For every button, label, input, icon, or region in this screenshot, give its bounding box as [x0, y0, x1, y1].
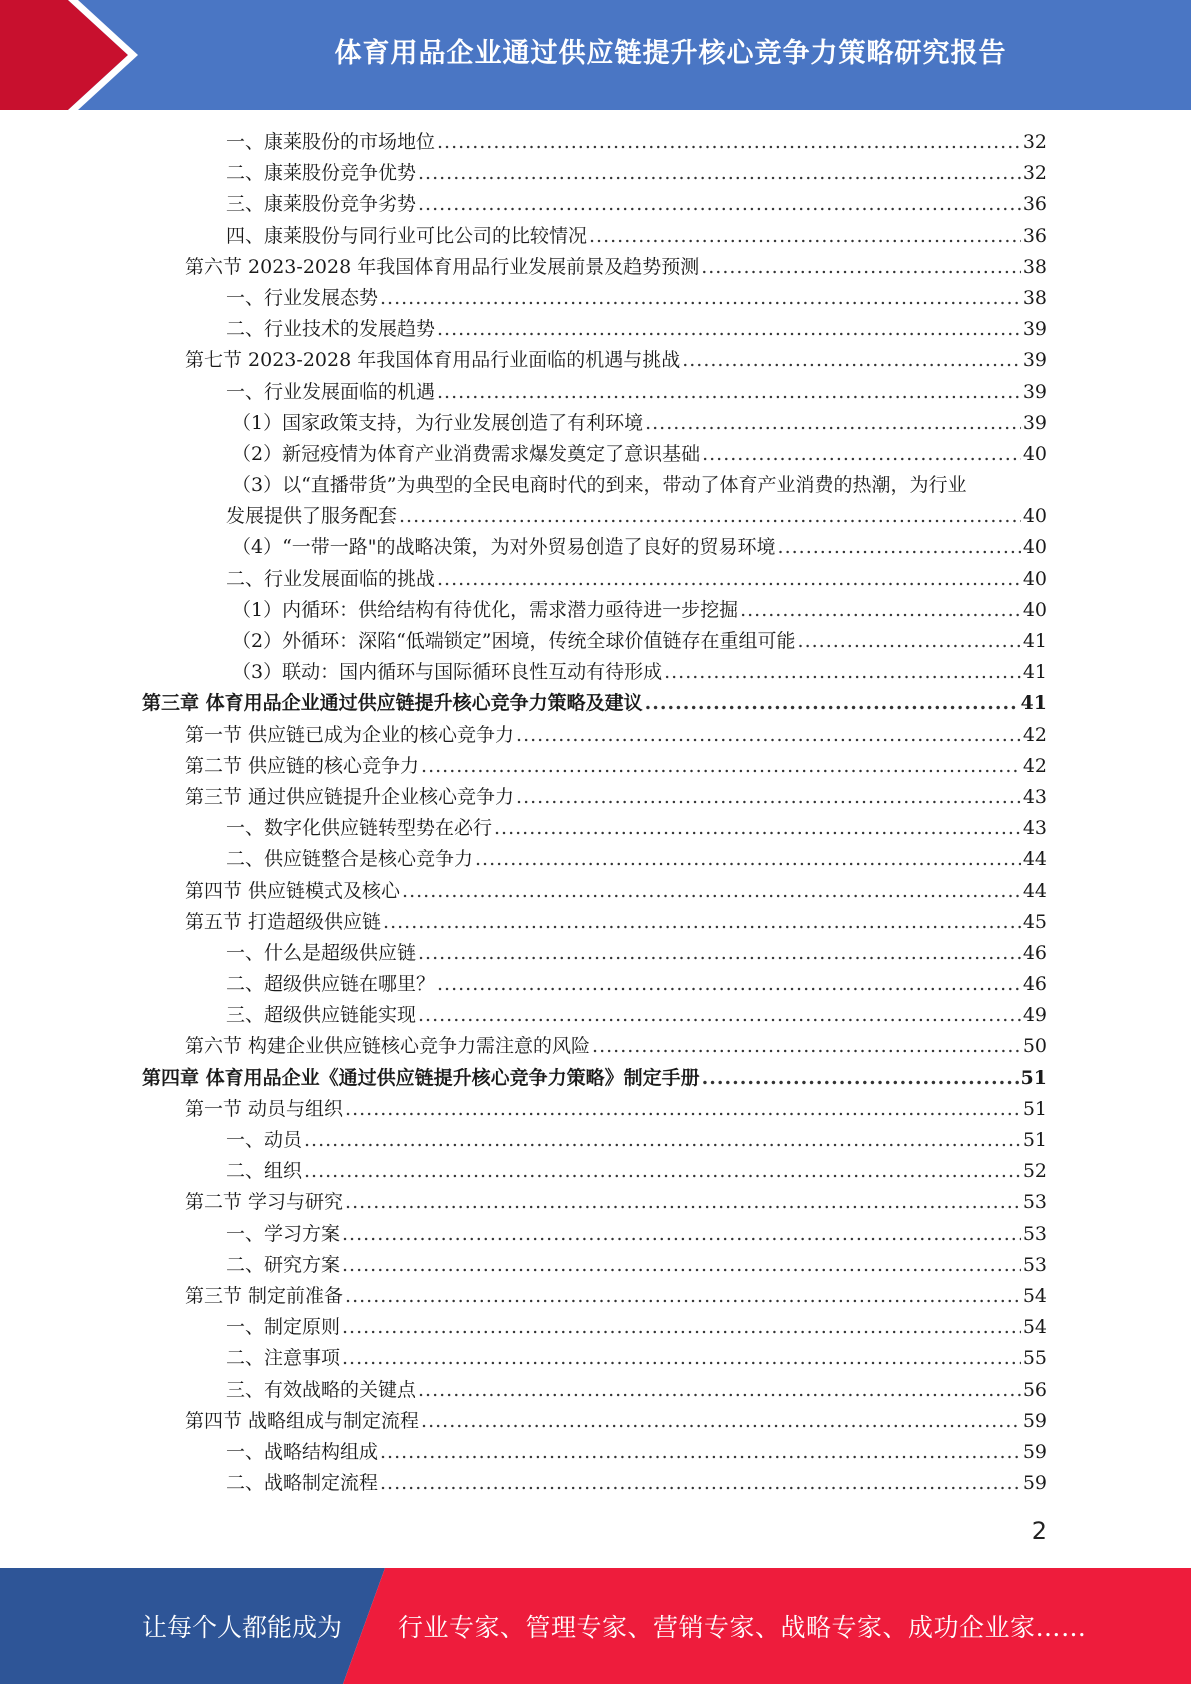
toc-page-number: 53 — [1022, 1191, 1047, 1214]
toc-leader-dots — [380, 1437, 1021, 1468]
toc-page-number: 40 — [1022, 598, 1047, 621]
toc-entry[interactable] — [0, 564, 1191, 595]
toc-entry[interactable] — [0, 377, 1191, 408]
toc-entry[interactable] — [0, 1156, 1191, 1187]
toc-entry-text: 三、康莱股份竞争劣势 — [226, 193, 417, 216]
toc-entry-text: 二、行业发展面临的挑战 — [226, 567, 436, 590]
toc-page-number: 44 — [1022, 848, 1047, 871]
toc-entry-text: 二、超级供应链在哪里？ — [226, 973, 436, 996]
toc-entry-text: 一、动员 — [226, 1129, 303, 1151]
toc-page-number: 39 — [1022, 349, 1047, 372]
toc-page-number: 53 — [1022, 1222, 1047, 1245]
toc-entry-text: 二、战略制定流程 — [226, 1472, 379, 1495]
toc-entry-text: 第三节 制定前准备 — [185, 1284, 344, 1307]
toc-leader-dots — [345, 1281, 1021, 1312]
toc-page-number: 51 — [1022, 1097, 1047, 1120]
toc-leader-dots — [645, 688, 1019, 719]
toc-page-number: 41 — [1020, 692, 1047, 715]
toc-entry-text: 四、康莱股份与同行业可比公司的比较情况 — [226, 224, 588, 247]
toc-leader-dots — [437, 127, 1021, 158]
toc-page-number: 45 — [1022, 910, 1047, 933]
toc-leader-dots — [342, 1312, 1021, 1343]
toc-entry[interactable] — [0, 751, 1191, 782]
toc-leader-dots — [664, 657, 1021, 688]
footer-banner — [0, 1568, 1191, 1684]
toc-entry[interactable] — [0, 782, 1191, 813]
footer-slogan-right: 行业专家、管理专家、营销专家、战略专家、成功企业家…… — [398, 1613, 1087, 1642]
toc-entry[interactable] — [0, 283, 1191, 314]
toc-leader-dots — [592, 1031, 1021, 1062]
toc-leader-dots — [383, 907, 1021, 938]
toc-entry-text: 二、注意事项 — [226, 1347, 341, 1370]
toc-page-number: 32 — [1022, 131, 1047, 153]
toc-leader-dots — [342, 1250, 1021, 1281]
toc-leader-dots — [778, 532, 1021, 563]
toc-entry-text: 一、学习方案 — [226, 1222, 341, 1245]
toc-page-number: 40 — [1022, 442, 1047, 465]
toc-leader-dots — [798, 626, 1021, 657]
toc-page-number: 41 — [1022, 630, 1047, 652]
toc-leader-dots — [516, 720, 1021, 751]
toc-page-number: 54 — [1022, 1284, 1047, 1307]
toc-entry[interactable] — [0, 189, 1191, 220]
toc-leader-dots — [702, 439, 1021, 470]
toc-entry[interactable] — [0, 1437, 1191, 1468]
toc-entry-text: 第二节 学习与研究 — [185, 1191, 344, 1214]
toc-entry-text: 第三章 体育用品企业通过供应链提升核心竞争力策略及建议 — [142, 692, 643, 715]
toc-entry-text: 二、行业技术的发展趋势 — [226, 318, 436, 341]
toc-page-number: 42 — [1022, 723, 1047, 746]
toc-page-number: 40 — [1022, 567, 1047, 590]
toc-entry[interactable] — [0, 595, 1191, 626]
toc-leader-dots — [437, 969, 1021, 1000]
toc-entry[interactable] — [0, 1406, 1191, 1437]
toc-leader-dots — [418, 189, 1021, 220]
toc-entry-text: （1）国家政策支持，为行业发展创造了有利环境 — [232, 411, 644, 434]
toc-leader-dots — [421, 751, 1021, 782]
toc-entry-text: 第四章 体育用品企业《通过供应链提升核心竞争力策略》制定手册 — [142, 1066, 700, 1089]
toc-entry[interactable] — [0, 1375, 1191, 1406]
toc-entry-text: 三、超级供应链能实现 — [226, 1004, 417, 1027]
toc-page-number: 38 — [1022, 255, 1047, 278]
toc-entry[interactable] — [0, 501, 1191, 532]
toc-page-number: 42 — [1022, 754, 1047, 777]
table-of-contents — [0, 127, 1191, 1499]
toc-page-number: 39 — [1022, 411, 1047, 434]
toc-entry[interactable] — [0, 720, 1191, 751]
toc-entry-text: （3）联动：国内循环与国际循环良性互动有待形成 — [232, 661, 663, 684]
toc-leader-dots — [304, 1156, 1021, 1187]
toc-leader-dots — [402, 876, 1021, 907]
toc-entry[interactable] — [0, 1468, 1191, 1499]
toc-leader-dots — [682, 345, 1021, 376]
toc-leader-dots — [437, 564, 1021, 595]
footer-slogan-left: 让每个人都能成为 — [142, 1613, 343, 1642]
toc-leader-dots — [740, 595, 1021, 626]
toc-entry-text: 一、行业发展面临的机遇 — [226, 380, 436, 403]
toc-chapter-entry[interactable] — [0, 1063, 1191, 1094]
toc-entry[interactable] — [0, 1219, 1191, 1250]
toc-page-number: 56 — [1022, 1378, 1047, 1401]
toc-page-number: 55 — [1022, 1347, 1047, 1370]
toc-chapter-entry[interactable] — [0, 688, 1191, 719]
toc-leader-dots — [589, 221, 1021, 252]
toc-entry[interactable] — [0, 1250, 1191, 1281]
toc-entry[interactable] — [0, 408, 1191, 439]
toc-leader-dots — [418, 1000, 1021, 1031]
toc-entry-text: （1）内循环：供给结构有待优化，需求潜力亟待进一步挖掘 — [232, 598, 739, 621]
toc-page-number: 54 — [1022, 1316, 1047, 1339]
toc-page-number: 39 — [1022, 380, 1047, 403]
toc-page-number: 36 — [1022, 224, 1047, 247]
toc-entry-text: 二、组织 — [226, 1160, 303, 1183]
toc-entry[interactable] — [0, 813, 1191, 844]
toc-leader-dots — [342, 1219, 1021, 1250]
toc-entry-text: 第五节 打造超级供应链 — [185, 910, 382, 933]
toc-page-number: 41 — [1022, 661, 1047, 684]
toc-page-number: 59 — [1022, 1440, 1047, 1463]
toc-entry[interactable] — [0, 657, 1191, 688]
toc-leader-dots — [380, 1468, 1021, 1499]
toc-entry[interactable] — [0, 1312, 1191, 1343]
toc-leader-dots — [418, 938, 1021, 969]
toc-page-number: 53 — [1022, 1253, 1047, 1276]
toc-entry[interactable] — [0, 1187, 1191, 1218]
toc-entry-text: 第四节 战略组成与制定流程 — [185, 1409, 420, 1432]
toc-entry[interactable] — [0, 1281, 1191, 1312]
toc-page-number: 49 — [1022, 1004, 1047, 1027]
toc-entry-text: 一、康莱股份的市场地位 — [226, 131, 436, 153]
toc-entry-text: 一、战略结构组成 — [226, 1440, 379, 1463]
toc-entry-text: 二、供应链整合是核心竞争力 — [226, 848, 474, 871]
header-banner — [0, 0, 1191, 110]
toc-leader-dots — [345, 1094, 1021, 1125]
toc-entry[interactable] — [0, 1031, 1191, 1062]
toc-leader-dots — [701, 252, 1021, 283]
toc-entry[interactable] — [0, 252, 1191, 283]
toc-entry-text: 第一节 动员与组织 — [185, 1097, 344, 1120]
toc-entry[interactable] — [0, 221, 1191, 252]
toc-page-number: 51 — [1022, 1129, 1047, 1151]
toc-leader-dots — [342, 1343, 1021, 1374]
toc-page-number: 43 — [1022, 817, 1047, 840]
toc-page-number: 36 — [1022, 193, 1047, 216]
toc-entry[interactable] — [0, 938, 1191, 969]
toc-leader-dots — [421, 1406, 1021, 1437]
toc-leader-dots — [345, 1187, 1021, 1218]
toc-entry-text: 一、什么是超级供应链 — [226, 941, 417, 964]
toc-page-number: 40 — [1022, 505, 1047, 528]
toc-page-number: 59 — [1022, 1472, 1047, 1495]
toc-page-number: 51 — [1020, 1066, 1047, 1089]
toc-leader-dots — [418, 158, 1021, 189]
toc-entry[interactable] — [0, 844, 1191, 875]
toc-page-number: 52 — [1022, 1160, 1047, 1183]
toc-entry-text: 第三节 通过供应链提升企业核心竞争力 — [185, 785, 515, 808]
toc-entry-text: 二、研究方案 — [226, 1253, 341, 1276]
toc-leader-dots — [437, 377, 1021, 408]
toc-entry-text: 发展提供了服务配套 — [226, 505, 398, 528]
toc-page-number: 46 — [1022, 941, 1047, 964]
toc-entry[interactable] — [0, 1000, 1191, 1031]
toc-page-number: 40 — [1022, 536, 1047, 559]
toc-page-number: 46 — [1022, 973, 1047, 996]
toc-page-number: 43 — [1022, 785, 1047, 808]
toc-entry[interactable] — [0, 969, 1191, 1000]
toc-page-number: 59 — [1022, 1409, 1047, 1432]
toc-entry-text: （2）外循环：深陷“低端锁定”困境，传统全球价值链存在重组可能 — [232, 630, 796, 652]
toc-entry-text: 一、制定原则 — [226, 1316, 341, 1339]
toc-page-number: 50 — [1022, 1035, 1047, 1058]
toc-entry-text: 一、数字化供应链转型势在必行 — [226, 817, 493, 840]
toc-page-number: 44 — [1022, 879, 1047, 902]
toc-entry[interactable] — [0, 439, 1191, 470]
toc-entry[interactable] — [0, 907, 1191, 938]
toc-page-number: 39 — [1022, 318, 1047, 341]
toc-leader-dots — [494, 813, 1021, 844]
toc-entry-text: （4）“一带一路"的战略决策，为对外贸易创造了良好的贸易环境 — [232, 536, 776, 559]
toc-entry[interactable] — [0, 127, 1191, 158]
toc-leader-dots — [437, 314, 1021, 345]
toc-leader-dots — [418, 1375, 1021, 1406]
toc-entry-text: 第七节 2023-2028 年我国体育用品行业面临的机遇与挑战 — [185, 349, 681, 372]
toc-entry[interactable] — [0, 1343, 1191, 1374]
toc-entry-text: （2）新冠疫情为体育产业消费需求爆发奠定了意识基础 — [232, 442, 701, 465]
toc-entry-text: 第六节 构建企业供应链核心竞争力需注意的风险 — [185, 1035, 591, 1058]
toc-leader-dots — [380, 283, 1021, 314]
toc-entry[interactable] — [0, 876, 1191, 907]
toc-entry-text: 第六节 2023-2028 年我国体育用品行业发展前景及趋势预测 — [185, 255, 700, 278]
toc-leader-dots — [304, 1125, 1021, 1156]
header-arrow-graphic — [0, 0, 160, 110]
toc-leader-dots — [645, 408, 1021, 439]
page-number: 2 — [1031, 1517, 1047, 1545]
toc-leader-dots — [516, 782, 1021, 813]
toc-entry-text: 三、有效战略的关键点 — [226, 1378, 417, 1401]
toc-entry-text: 第二节 供应链的核心竞争力 — [185, 754, 420, 777]
toc-entry[interactable] — [0, 158, 1191, 189]
header-title: 体育用品企业通过供应链提升核心竞争力策略研究报告 — [334, 37, 1007, 69]
toc-entry-text: 第四节 供应链模式及核心 — [185, 879, 401, 902]
toc-entry-text: 第一节 供应链已成为企业的核心竞争力 — [185, 723, 515, 746]
toc-page-number: 38 — [1022, 286, 1047, 309]
toc-entry[interactable] — [0, 314, 1191, 345]
toc-entry-text: 一、行业发展态势 — [226, 286, 379, 309]
toc-entry[interactable] — [0, 1125, 1191, 1156]
toc-entry[interactable] — [0, 345, 1191, 376]
toc-entry-text: （3）以“直播带货”为典型的全民电商时代的到来，带动了体育产业消费的热潮，为行业 — [232, 474, 967, 497]
toc-entry[interactable] — [0, 532, 1191, 563]
toc-page-number: 32 — [1022, 162, 1047, 185]
toc-entry-line[interactable] — [0, 470, 1191, 501]
toc-leader-dots — [475, 844, 1021, 875]
toc-entry[interactable] — [0, 1094, 1191, 1125]
toc-leader-dots — [702, 1063, 1019, 1094]
toc-leader-dots — [399, 501, 1021, 532]
toc-entry-text: 二、康莱股份竞争优势 — [226, 162, 417, 185]
toc-entry[interactable] — [0, 626, 1191, 657]
